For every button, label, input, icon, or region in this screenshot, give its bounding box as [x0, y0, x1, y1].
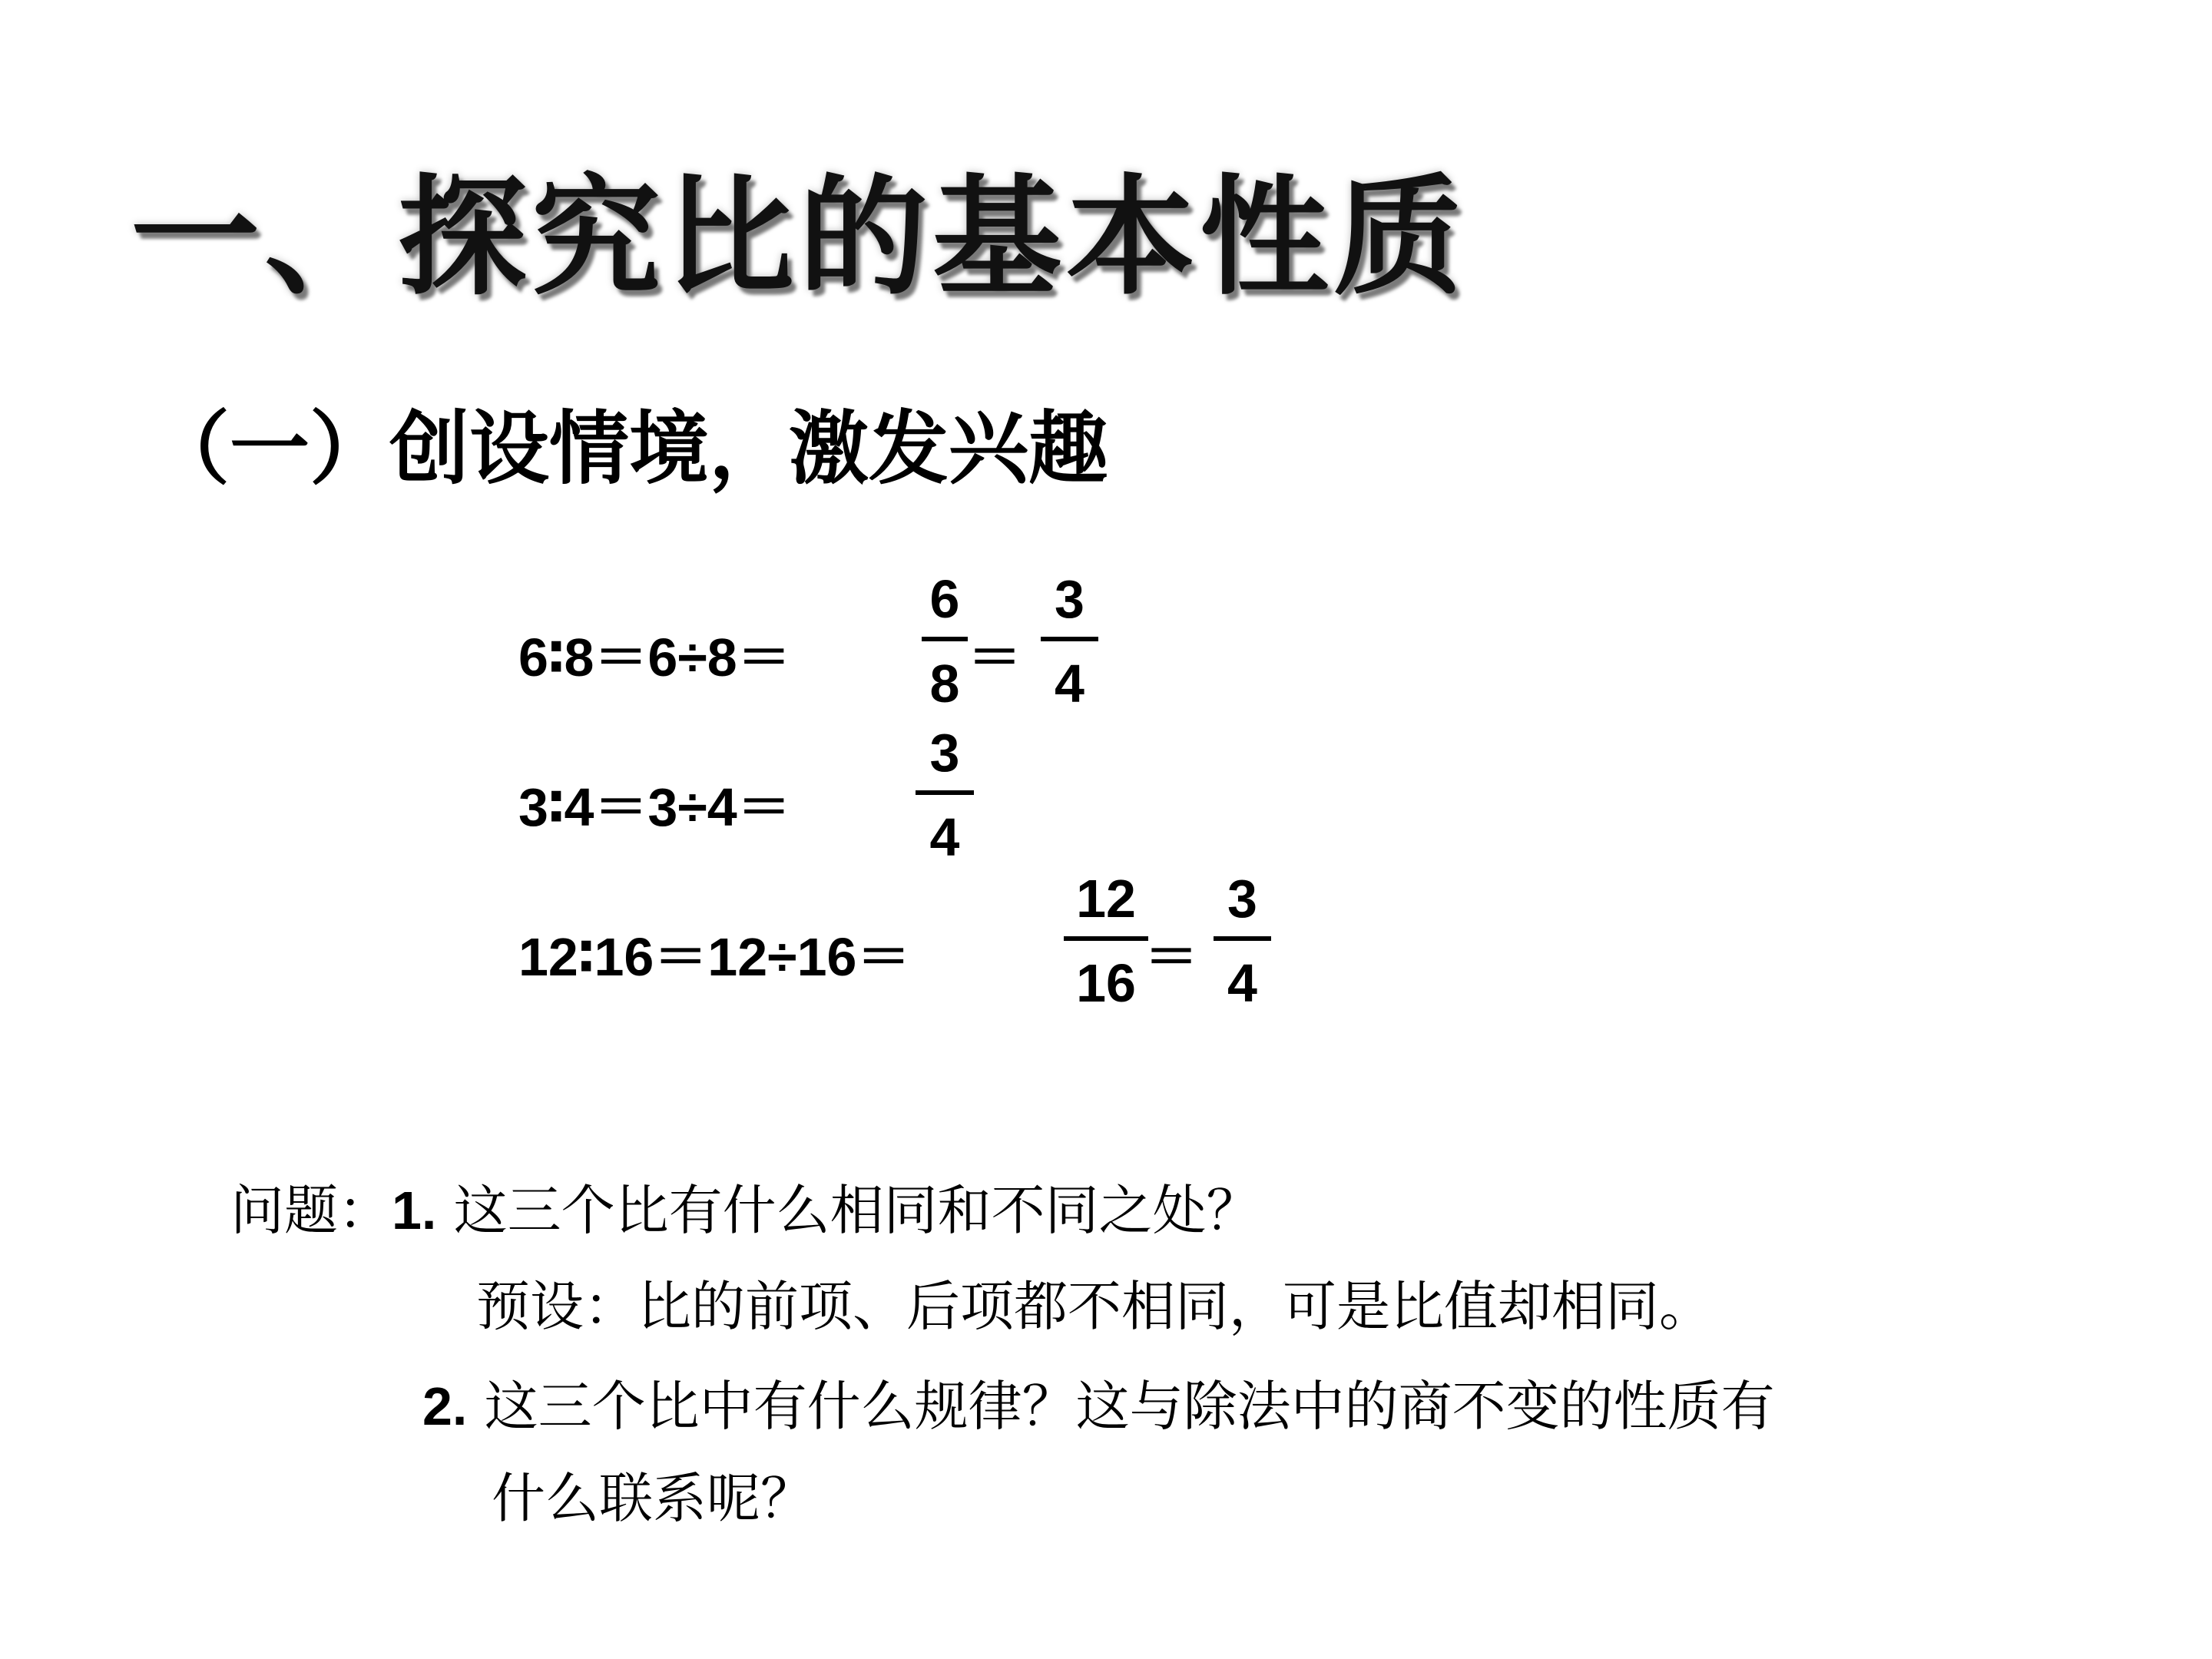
question-1-number: 1.	[392, 1181, 437, 1240]
fraction-denominator: 16	[1076, 953, 1136, 1013]
fraction-bar	[1064, 936, 1148, 941]
equation-3-equals: ＝	[1144, 927, 1198, 987]
slide-title: 一、探究比的基本性质	[131, 162, 1467, 313]
question-2-text-line2: 什么联系呢？	[492, 1467, 814, 1530]
equation-2-lhs: 3∶4＝3÷4＝	[518, 777, 791, 837]
fraction-bar	[922, 637, 968, 641]
equation-3-lhs: 12∶16＝12÷16＝	[518, 927, 911, 987]
equation-1-lhs: 6∶8＝6÷8＝	[518, 628, 791, 687]
fraction-denominator: 4	[1227, 953, 1257, 1013]
question-1	[230, 1167, 1260, 1245]
fraction-numerator: 6	[929, 569, 960, 629]
question-2-text-line1: 这三个比中有什么规律？这与除法中的商不变的性质有	[484, 1375, 1775, 1438]
fraction-bar	[1041, 637, 1098, 641]
question-2-number: 2.	[422, 1376, 468, 1436]
fraction-numerator: 3	[929, 723, 960, 783]
question-2	[422, 1363, 1775, 1441]
equation-3-fraction-2	[1214, 869, 1271, 1013]
fraction-denominator: 8	[929, 654, 960, 714]
fraction-denominator: 4	[929, 807, 960, 867]
preset-answer: 预设：比的前项、后项都不相同，可是比值却相同。	[476, 1275, 1713, 1338]
equation-3-fraction-1	[1064, 869, 1148, 1013]
section-heading: （一）创设情境，激发兴趣	[150, 402, 1109, 495]
fraction-denominator: 4	[1055, 654, 1084, 714]
equation-2-fraction-1	[916, 723, 974, 867]
fraction-bar	[916, 790, 974, 795]
fraction-numerator: 12	[1076, 869, 1136, 929]
fraction-bar	[1214, 936, 1271, 941]
question-1-text: 这三个比有什么相同和不同之处？	[453, 1179, 1260, 1242]
equation-1-fraction-1	[922, 569, 968, 714]
question-label: 问题：	[230, 1179, 392, 1242]
fraction-numerator: 3	[1227, 869, 1257, 929]
equation-1-fraction-2	[1041, 569, 1098, 714]
equation-1-equals: ＝	[968, 628, 1022, 687]
fraction-numerator: 3	[1055, 569, 1084, 629]
